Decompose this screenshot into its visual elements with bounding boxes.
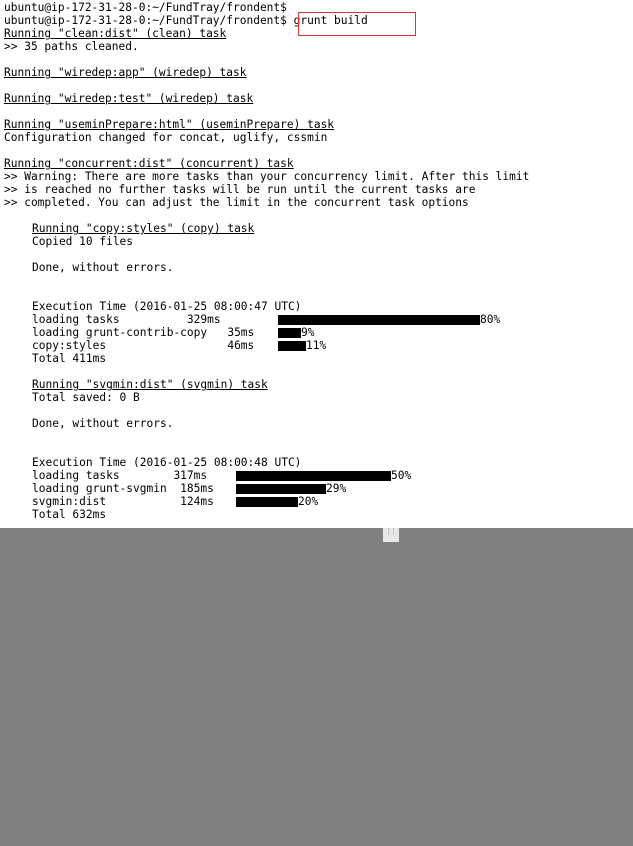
resize-grip-icon[interactable]: ⁞⁞ [383,528,399,542]
warning-line: >> completed. You can adjust the limit in the concurrent task options [4,196,469,209]
timing-row: svgmin:dist 124ms [32,495,214,508]
execution-time-header: Execution Time (2016-01-25 08:00:47 UTC) [32,300,302,313]
command-highlight-box [298,12,416,36]
output-line: Configuration changed for concat, uglify, cssmin [4,131,328,144]
command-line: ubuntu@ip-172-31-28-0:~/FundTray/frondent$ grunt build [4,14,368,27]
timing-bar [278,328,301,338]
task-header: Running "copy:styles" (copy) task [32,222,255,235]
task-header: Running "concurrent:dist" (concurrent) task [4,157,294,170]
timing-bar [236,471,391,481]
task-header: Running "useminPrepare:html" (useminPrepare) task [4,118,335,131]
done-line: Done, without errors. [32,417,174,430]
gray-background [0,528,633,846]
timing-row: loading grunt-svgmin 185ms [32,482,214,495]
done-line: Done, without errors. [32,261,174,274]
output-line: Copied 10 files [32,235,134,248]
timing-percent: 9% [301,326,315,339]
timing-bar [278,315,480,325]
prompt-line: ubuntu@ip-172-31-28-0:~/FundTray/frondent$ [4,1,287,14]
timing-percent: 20% [298,495,319,508]
warning-line: >> Warning: There are more tasks than your concurrency limit. After this limit [4,170,530,183]
timing-percent: 11% [306,339,327,352]
task-header: Running "clean:dist" (clean) task [4,27,227,40]
task-header: Running "svgmin:dist" (svgmin) task [32,378,268,391]
timing-percent: 80% [480,313,501,326]
output-line: >> 35 paths cleaned. [4,40,139,53]
warning-line: >> is reached no further tasks will be run until the current tasks are [4,183,476,196]
output-line: Total saved: 0 B [32,391,140,404]
timing-bar [278,341,306,351]
task-header: Running "wiredep:app" (wiredep) task [4,66,247,79]
total-line: Total 411ms [32,352,107,365]
timing-row: loading tasks 329ms [32,313,221,326]
total-line: Total 632ms [32,508,107,521]
task-header: Running "wiredep:test" (wiredep) task [4,92,254,105]
timing-bar [236,484,326,494]
timing-percent: 29% [326,482,347,495]
timing-row: copy:styles 46ms [32,339,255,352]
timing-row: loading tasks 317ms [32,469,208,482]
timing-bar [236,497,298,507]
timing-row: loading grunt-contrib-copy 35ms [32,326,255,339]
timing-percent: 50% [391,469,412,482]
execution-time-header: Execution Time (2016-01-25 08:00:48 UTC) [32,456,302,469]
